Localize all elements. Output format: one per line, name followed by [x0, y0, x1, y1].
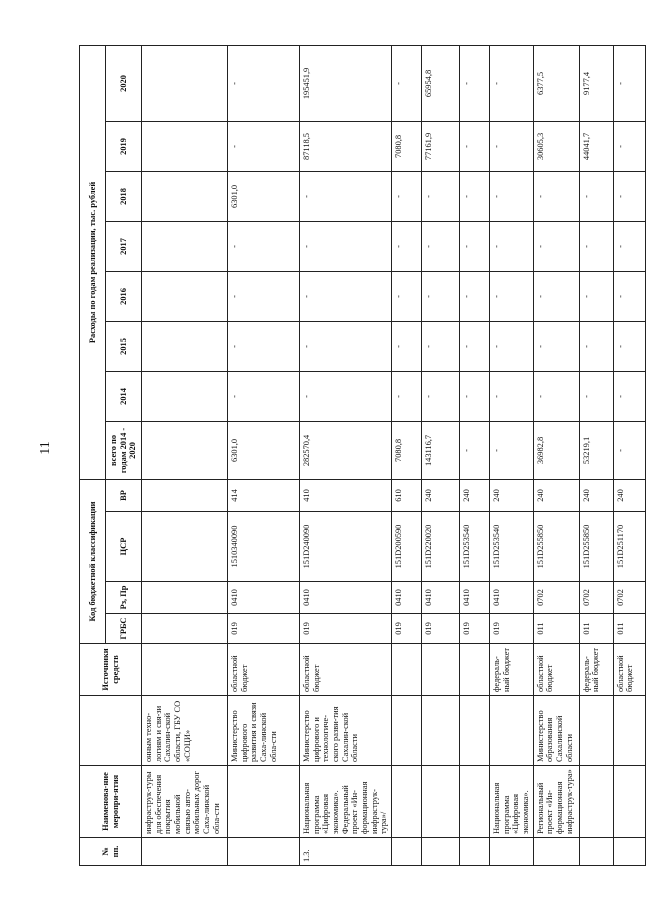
cell-csr: 151D253540 — [459, 512, 489, 582]
cell-total: 143116,7 — [421, 421, 459, 479]
table-row — [533, 45, 579, 865]
header-year: 2014 — [106, 371, 142, 421]
cell-2016: - — [300, 271, 392, 321]
cell-no — [228, 838, 300, 866]
cell-no — [579, 838, 613, 866]
cell-rzpr: 0702 — [613, 582, 645, 614]
cell-vr: 240 — [613, 479, 645, 511]
cell-rzpr: 0410 — [300, 582, 392, 614]
cell-2017: - — [421, 221, 459, 271]
cell-2015 — [142, 321, 228, 371]
header-grbs: ГРБС — [106, 614, 142, 644]
cell-2018: - — [300, 171, 392, 221]
cell-total: - — [613, 421, 645, 479]
cell-2019: 44041,7 — [579, 121, 613, 171]
header-name: Наименова-ние меропри-ятия — [80, 766, 142, 838]
cell-vr: 240 — [489, 479, 533, 511]
cell-vr: 240 — [421, 479, 459, 511]
header-kbk: Код бюджетной классификации — [80, 479, 106, 643]
cell-grbs: 019 — [489, 614, 533, 644]
cell-rzpr: 0410 — [489, 582, 533, 614]
cell-name — [613, 766, 645, 838]
cell-vr: 414 — [228, 479, 300, 511]
cell-total: 282570,4 — [300, 421, 392, 479]
cell-name — [459, 766, 489, 838]
header-vr: ВР — [106, 479, 142, 511]
cell-rzpr: 0410 — [391, 582, 421, 614]
cell-2015: - — [228, 321, 300, 371]
cell-grbs: 019 — [300, 614, 392, 644]
cell-executor — [421, 696, 459, 766]
cell-rzpr: 0702 — [533, 582, 579, 614]
cell-source: областной бюджет — [533, 644, 579, 696]
cell-2020: - — [613, 45, 645, 121]
cell-executor — [459, 696, 489, 766]
cell-2020: 195451,9 — [300, 45, 392, 121]
page-number: 11 — [38, 441, 53, 455]
cell-source: федераль-ный бюджет — [489, 644, 533, 696]
cell-executor: Министерство цифрового и технологиче-ского разви-тия Сахалин-ской области — [300, 696, 392, 766]
cell-no — [391, 838, 421, 866]
cell-2014: - — [391, 371, 421, 421]
cell-2018: - — [489, 171, 533, 221]
table-row — [228, 45, 300, 865]
cell-csr: 151D251170 — [613, 512, 645, 582]
cell-2016: - — [579, 271, 613, 321]
cell-2016: - — [228, 271, 300, 321]
cell-csr: 151D255850 — [579, 512, 613, 582]
cell-no — [421, 838, 459, 866]
table-row — [421, 45, 459, 865]
cell-2017: - — [300, 221, 392, 271]
table-row — [142, 45, 228, 865]
cell-csr: 151D253540 — [489, 512, 533, 582]
cell-2019: 87118,5 — [300, 121, 392, 171]
cell-2014 — [142, 371, 228, 421]
cell-2017: - — [459, 221, 489, 271]
header-total: всего по годам 2014 - 2020 — [106, 421, 142, 479]
cell-vr — [142, 479, 228, 511]
cell-source: областной бюджет — [228, 644, 300, 696]
cell-grbs: 011 — [579, 614, 613, 644]
cell-csr: 1510340090 — [228, 512, 300, 582]
cell-2017: - — [391, 221, 421, 271]
cell-2019: 30605,3 — [533, 121, 579, 171]
cell-source: областной бюджет — [300, 644, 392, 696]
cell-2018: - — [391, 171, 421, 221]
cell-2014: - — [421, 371, 459, 421]
cell-source: федераль-ный бюджет — [579, 644, 613, 696]
header-no: № пп. — [80, 838, 142, 866]
table-row — [300, 45, 392, 865]
header-rzpr: Рз, Пр — [106, 582, 142, 614]
cell-2015: - — [300, 321, 392, 371]
cell-grbs: 019 — [459, 614, 489, 644]
cell-vr: 610 — [391, 479, 421, 511]
cell-total: 36982,8 — [533, 421, 579, 479]
cell-rzpr: 0410 — [228, 582, 300, 614]
cell-2019: - — [459, 121, 489, 171]
cell-source — [459, 644, 489, 696]
cell-vr: 240 — [533, 479, 579, 511]
table-row — [579, 45, 613, 865]
table-row — [489, 45, 533, 865]
cell-2014: - — [533, 371, 579, 421]
cell-executor — [579, 696, 613, 766]
header-csr: ЦСР — [106, 512, 142, 582]
cell-name: Национальная программа «Цифровая экономика». Федеральный проект «Ин-формационная инфраструк-тура»/ — [300, 766, 392, 838]
cell-2018: - — [421, 171, 459, 221]
cell-2014: - — [579, 371, 613, 421]
cell-no — [489, 838, 533, 866]
cell-2018: - — [579, 171, 613, 221]
cell-name: инфраструк-туры для обеспечения покрытия мобильной связью авто-мобильных дорог Саха-линской обла-сти — [142, 766, 228, 838]
cell-total — [142, 421, 228, 479]
cell-csr: 151D240090 — [300, 512, 392, 582]
cell-2017: - — [533, 221, 579, 271]
header-year: 2017 — [106, 221, 142, 271]
header-year: 2018 — [106, 171, 142, 221]
cell-2016: - — [459, 271, 489, 321]
cell-executor — [613, 696, 645, 766]
cell-no — [459, 838, 489, 866]
cell-2014: - — [613, 371, 645, 421]
cell-rzpr: 0410 — [421, 582, 459, 614]
cell-executor — [489, 696, 533, 766]
cell-executor: онным техно-логиям и свя-зи Сахалин-ской области, ГБУ СО «СОЦИ» — [142, 696, 228, 766]
cell-2017 — [142, 221, 228, 271]
cell-total: - — [459, 421, 489, 479]
cell-name — [579, 766, 613, 838]
cell-total: - — [489, 421, 533, 479]
cell-name: Национальная программа «Цифровая экономика». — [489, 766, 533, 838]
cell-2014: - — [459, 371, 489, 421]
cell-name — [391, 766, 421, 838]
cell-2020: - — [489, 45, 533, 121]
header-year: 2020 — [106, 45, 142, 121]
cell-no — [613, 838, 645, 866]
cell-executor: Министерство цифрового развития и связи Саха-линской обла-сти — [228, 696, 300, 766]
cell-2020 — [142, 45, 228, 121]
cell-2018: - — [459, 171, 489, 221]
cell-source — [391, 644, 421, 696]
table-row — [613, 45, 645, 865]
header-year: 2015 — [106, 321, 142, 371]
cell-2018 — [142, 171, 228, 221]
cell-no — [142, 838, 228, 866]
cell-2018: - — [613, 171, 645, 221]
cell-2020: - — [459, 45, 489, 121]
cell-2015: - — [421, 321, 459, 371]
cell-2019: 7080,8 — [391, 121, 421, 171]
cell-2016: - — [613, 271, 645, 321]
cell-2016: - — [533, 271, 579, 321]
cell-2014: - — [300, 371, 392, 421]
header-expenses: Расходы по годам реализации, тыс. рублей — [80, 45, 106, 479]
cell-2016 — [142, 271, 228, 321]
cell-2016: - — [421, 271, 459, 321]
header-year: 2016 — [106, 271, 142, 321]
cell-grbs: 011 — [613, 614, 645, 644]
cell-2019: - — [228, 121, 300, 171]
cell-2015: - — [489, 321, 533, 371]
cell-2015: - — [579, 321, 613, 371]
cell-rzpr: 0702 — [579, 582, 613, 614]
cell-source: областной бюджет — [613, 644, 645, 696]
cell-2019: 77161,9 — [421, 121, 459, 171]
cell-2014: - — [489, 371, 533, 421]
cell-csr: 151D255850 — [533, 512, 579, 582]
cell-no: 1.3. — [300, 838, 392, 866]
cell-name — [421, 766, 459, 838]
cell-2020: - — [228, 45, 300, 121]
cell-2018: - — [533, 171, 579, 221]
cell-2019: - — [489, 121, 533, 171]
cell-grbs: 019 — [391, 614, 421, 644]
cell-2020: - — [391, 45, 421, 121]
cell-vr: 410 — [300, 479, 392, 511]
header-year: 2019 — [106, 121, 142, 171]
cell-total: 6301,0 — [228, 421, 300, 479]
cell-csr: 151D220020 — [421, 512, 459, 582]
cell-2020: 9177,4 — [579, 45, 613, 121]
cell-2017: - — [489, 221, 533, 271]
cell-grbs: 019 — [421, 614, 459, 644]
cell-source — [421, 644, 459, 696]
header-sources: Источники средств — [80, 644, 142, 696]
cell-grbs: 011 — [533, 614, 579, 644]
cell-2015: - — [613, 321, 645, 371]
cell-2019: - — [613, 121, 645, 171]
cell-2016: - — [391, 271, 421, 321]
rotated-budget-table — [79, 46, 635, 866]
cell-2020: 65954,8 — [421, 45, 459, 121]
cell-rzpr: 0410 — [459, 582, 489, 614]
cell-source — [142, 644, 228, 696]
budget-table — [79, 45, 646, 866]
cell-2014: - — [228, 371, 300, 421]
table-row — [391, 45, 421, 865]
cell-name — [228, 766, 300, 838]
cell-2015: - — [533, 321, 579, 371]
cell-executor: Министерство образования Сахалинской области — [533, 696, 579, 766]
cell-total: 53219,1 — [579, 421, 613, 479]
header-executor — [80, 696, 142, 766]
cell-vr: 240 — [459, 479, 489, 511]
cell-2015: - — [459, 321, 489, 371]
cell-2017: - — [579, 221, 613, 271]
cell-grbs: 019 — [228, 614, 300, 644]
cell-grbs — [142, 614, 228, 644]
cell-csr — [142, 512, 228, 582]
cell-2015: - — [391, 321, 421, 371]
table-row — [459, 45, 489, 865]
cell-name: Региональный проект «Ин-формационная инфраструк-тура» — [533, 766, 579, 838]
cell-2018: 6301,0 — [228, 171, 300, 221]
cell-total: 7080,8 — [391, 421, 421, 479]
cell-executor — [391, 696, 421, 766]
cell-vr: 240 — [579, 479, 613, 511]
cell-2019 — [142, 121, 228, 171]
cell-rzpr — [142, 582, 228, 614]
cell-2020: 6377,5 — [533, 45, 579, 121]
cell-2017: - — [613, 221, 645, 271]
cell-2016: - — [489, 271, 533, 321]
cell-2017: - — [228, 221, 300, 271]
cell-no — [533, 838, 579, 866]
cell-csr: 151D200590 — [391, 512, 421, 582]
